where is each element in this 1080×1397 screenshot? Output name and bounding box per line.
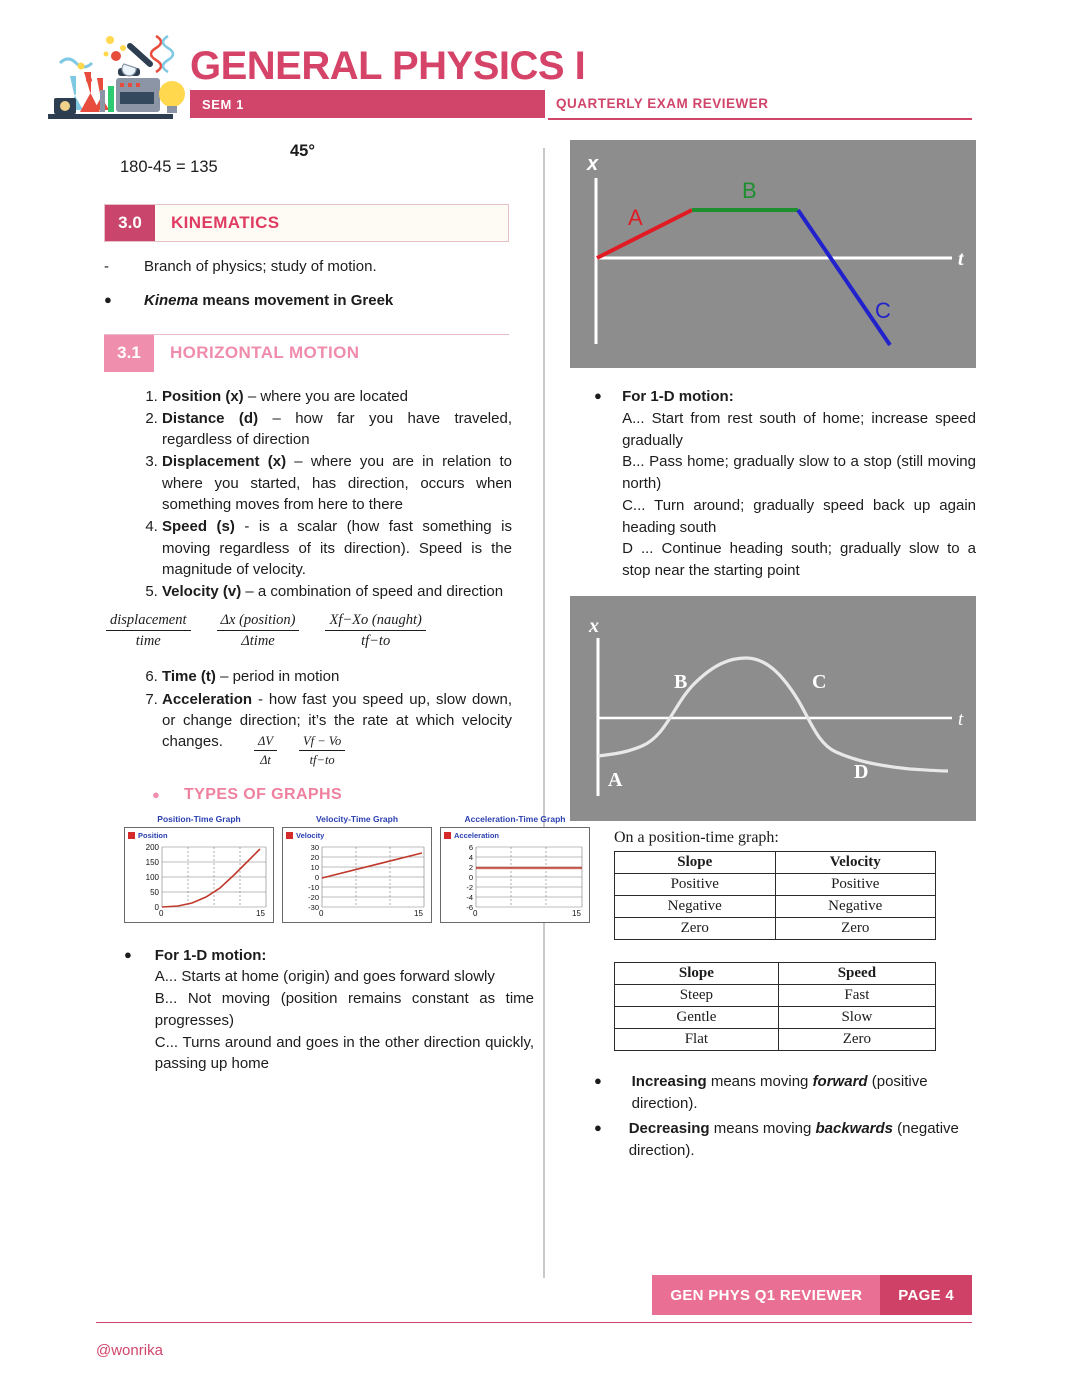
footer-reviewer-label: GEN PHYS Q1 REVIEWER: [652, 1275, 880, 1315]
svg-text:15: 15: [572, 908, 581, 917]
svg-text:x: x: [589, 614, 599, 637]
velocity-formula-row: [106, 612, 532, 650]
svg-text:30: 30: [310, 842, 319, 852]
kinema-rest: means movement in Greek: [198, 291, 394, 309]
list-item: [162, 516, 512, 580]
svg-text:D: D: [854, 760, 869, 783]
term-name: Time (t): [162, 668, 216, 686]
types-of-graphs-label: TYPES OF GRAPHS: [184, 785, 343, 803]
decreasing-term: Decreasing: [628, 1120, 710, 1138]
left-column: [62, 140, 581, 1075]
mini-chart-plot: [124, 827, 274, 923]
one-d-motion-right: [594, 386, 976, 582]
term-name: Position (x): [162, 387, 244, 405]
table-row: [615, 1028, 936, 1050]
term-def: – where you are in relation to where you started, has direction, occurs when something moves from here to there: [162, 453, 512, 513]
one-d-line: A... Starts at home (origin) and goes forward slowly: [154, 968, 495, 986]
semester-badge: [190, 90, 545, 118]
term-def: - how fast you speed up, slow down, or change direction; it’s the rate at which velocity changes.: [162, 690, 512, 751]
svg-text:C: C: [812, 670, 827, 693]
svg-text:-10: -10: [308, 882, 319, 892]
chart-position-time-piecewise: [570, 140, 976, 368]
fraction-denominator: Δt: [260, 752, 271, 767]
forward-term: forward: [812, 1072, 868, 1090]
types-of-graphs-heading: [152, 786, 532, 804]
svg-text:-20: -20: [308, 892, 319, 902]
table-cell: Positive: [615, 873, 776, 895]
fraction-numerator: displacement: [106, 612, 191, 631]
table-row: [615, 895, 936, 917]
term-def: – where you are located: [243, 387, 408, 405]
increasing-text-1: means moving: [706, 1072, 813, 1090]
kinematics-bullet-item: [104, 290, 532, 312]
page-header: [0, 0, 1080, 132]
mini-chart-plot: [282, 827, 432, 923]
angle-equation-superscript: 45°: [290, 142, 315, 160]
column-header: Velocity: [775, 851, 936, 873]
table-cell: Zero: [778, 1028, 935, 1050]
kinematics-dash-text: Branch of physics; study of motion.: [144, 258, 377, 275]
mini-chart-position-time: [124, 814, 274, 923]
fraction-denominator: tf−to: [361, 633, 391, 650]
term-name: Velocity (v): [162, 583, 242, 601]
legend-swatch-icon: [444, 832, 451, 839]
author-handle: @wonrika: [96, 1342, 163, 1359]
svg-text:A: A: [628, 205, 643, 230]
section-number: 3.0: [105, 205, 155, 241]
closing-bullet-decreasing: [594, 1118, 976, 1162]
table-cell: Zero: [615, 917, 776, 939]
page-title: GENERAL PHYSICS I: [190, 44, 586, 88]
fraction-denominator: time: [135, 633, 161, 650]
table-cell: Negative: [615, 895, 776, 917]
svg-text:C: C: [875, 298, 891, 323]
bullet-marker: ●: [104, 291, 112, 307]
dash-marker: -: [104, 258, 109, 275]
mini-chart-title: Position-Time Graph: [157, 813, 241, 824]
mini-chart-title: Velocity-Time Graph: [315, 813, 399, 824]
header-divider: [548, 118, 972, 120]
svg-text:t: t: [958, 708, 964, 730]
fraction-numerator: ΔV: [254, 734, 277, 751]
list-item: [162, 386, 512, 407]
svg-text:x: x: [587, 153, 599, 175]
fraction-numerator: Xf−Xo (naught): [325, 612, 425, 631]
quarter-label: QUARTERLY EXAM REVIEWER: [556, 96, 769, 111]
table-row: [615, 873, 936, 895]
fraction-vf-vo-tf-to: [299, 734, 345, 768]
table-row: [615, 917, 936, 939]
column-divider: [543, 148, 545, 1278]
footer-page-label: PAGE 4: [880, 1275, 972, 1315]
table-cell: Negative: [775, 895, 936, 917]
fraction-denominator: Δtime: [241, 633, 275, 650]
svg-text:-4: -4: [466, 892, 473, 902]
bullet-marker: ●: [594, 388, 602, 403]
kinematics-bullet-text: [144, 290, 393, 312]
legend-swatch-icon: [128, 832, 135, 839]
table-header-row: [615, 962, 936, 984]
legend-label: Acceleration: [454, 830, 500, 840]
footer-pill: [652, 1275, 972, 1315]
table-intro-text: On a position-time graph:: [614, 828, 779, 846]
svg-text:0: 0: [159, 908, 164, 917]
table-cell: Positive: [775, 873, 936, 895]
term-def: – how far you have traveled, regardless of direction: [162, 409, 512, 449]
one-d-heading: For 1-D motion:: [154, 946, 267, 964]
table-header-row: [615, 851, 936, 873]
decreasing-text-2: (negative direction).: [628, 1120, 959, 1159]
chart-position-time-smooth: [570, 596, 976, 821]
section-header-kinematics: [104, 204, 509, 242]
table-row: [615, 984, 936, 1006]
section-header-horizontal-motion: [104, 334, 509, 372]
closing-bullet-increasing: [594, 1071, 976, 1115]
bullet-marker: ●: [594, 1072, 602, 1088]
svg-text:50: 50: [150, 887, 159, 897]
table-slope-velocity: [614, 851, 936, 940]
legend-label: Position: [138, 830, 168, 840]
svg-text:2: 2: [468, 862, 473, 872]
term-name: Distance (d): [162, 409, 259, 427]
svg-text:t: t: [958, 248, 964, 270]
one-d-line: C... Turn around; gradually speed back up again heading south: [622, 496, 976, 536]
fraction-numerator: Δx (position): [217, 612, 300, 631]
section-title: KINEMATICS: [155, 205, 508, 241]
table-slope-speed: [614, 962, 936, 1051]
table-cell: Flat: [615, 1028, 779, 1050]
fraction-xf-xo-tf-to: [325, 612, 425, 650]
legend-swatch-icon: [286, 832, 293, 839]
kinema-italic: Kinema: [144, 291, 199, 309]
footer-divider: [96, 1322, 972, 1323]
backwards-term: backwards: [815, 1120, 894, 1138]
table-cell: Gentle: [615, 1006, 779, 1028]
svg-text:6: 6: [468, 842, 473, 852]
fraction-displacement-time: [106, 612, 191, 650]
one-d-line: D ... Continue heading south; gradually slow to a stop near the starting point: [622, 540, 976, 579]
svg-text:15: 15: [256, 908, 265, 917]
decreasing-text-1: means moving: [709, 1120, 816, 1138]
svg-text:0: 0: [468, 872, 473, 882]
one-d-motion-left: [124, 945, 534, 1076]
section-title: HORIZONTAL MOTION: [154, 335, 509, 372]
fraction-delta-v-delta-t: [254, 734, 277, 768]
fraction-denominator: tf−to: [309, 752, 335, 767]
svg-text:-2: -2: [466, 882, 473, 892]
svg-text:0: 0: [473, 908, 478, 917]
column-header: Speed: [778, 962, 935, 984]
term-def: - is a scalar (how fast something is moving regardless of its direction). Speed is the magnitude of velocity.: [162, 518, 512, 578]
term-name: Speed (s): [162, 518, 235, 536]
science-lab-illustration-icon: [48, 28, 198, 128]
one-d-line: A... Start from rest south of home; increase speed gradually: [622, 409, 976, 449]
svg-text:0: 0: [154, 902, 159, 912]
increasing-text-2: (positive direction).: [631, 1072, 928, 1112]
bullet-marker: ●: [152, 787, 160, 803]
svg-text:200: 200: [145, 842, 159, 852]
bullet-marker: ●: [124, 946, 132, 962]
increasing-term: Increasing: [631, 1072, 707, 1090]
one-d-heading: For 1-D motion:: [622, 388, 734, 405]
term-name: Displacement (x): [162, 453, 287, 471]
list-item: [162, 666, 512, 687]
mini-chart-acceleration-time: [440, 814, 590, 923]
svg-text:100: 100: [145, 872, 159, 882]
svg-text:B: B: [674, 670, 688, 693]
list-item: [162, 451, 512, 515]
list-item: [162, 408, 512, 451]
angle-equation: [62, 140, 532, 188]
table-cell: Steep: [615, 984, 779, 1006]
mini-chart-title: Acceleration-Time Graph: [464, 813, 566, 824]
one-d-line: B... Pass home; gradually slow to a stop (still moving north): [622, 453, 976, 492]
mini-graphs-row: [124, 813, 581, 923]
svg-text:A: A: [608, 768, 623, 791]
svg-text:0: 0: [314, 872, 319, 882]
semester-label: SEM 1: [202, 97, 245, 112]
svg-text:-6: -6: [466, 902, 473, 912]
svg-text:0: 0: [319, 908, 324, 917]
table-cell: Slow: [778, 1006, 935, 1028]
table-cell: Fast: [778, 984, 935, 1006]
column-header: Slope: [615, 962, 779, 984]
svg-text:15: 15: [414, 908, 423, 917]
mini-chart-plot: [440, 827, 590, 923]
section-number: 3.1: [104, 335, 154, 372]
column-header: Slope: [615, 851, 776, 873]
svg-text:150: 150: [145, 857, 159, 867]
bullet-marker: ●: [594, 1120, 602, 1136]
terms-list: [140, 386, 512, 603]
one-d-line: B... Not moving (position remains constant as time progresses): [154, 990, 534, 1029]
list-item: [162, 581, 512, 602]
svg-text:10: 10: [310, 862, 319, 872]
term-def: – a combination of speed and direction: [241, 583, 504, 601]
legend-label: Velocity: [296, 830, 325, 840]
svg-text:B: B: [742, 178, 757, 203]
right-column: [570, 140, 980, 1162]
fraction-numerator: Vf − Vo: [299, 734, 345, 751]
table-row: [615, 1006, 936, 1028]
svg-text:-30: -30: [308, 902, 319, 912]
svg-text:4: 4: [468, 852, 473, 862]
angle-equation-main: 180-45 = 135: [120, 158, 218, 176]
mini-chart-legend: [286, 831, 428, 840]
mini-chart-legend: [128, 831, 270, 840]
one-d-line: C... Turns around and goes in the other direction quickly, passing up home: [154, 1033, 534, 1073]
term-def: – period in motion: [215, 668, 340, 686]
svg-text:20: 20: [310, 852, 319, 862]
table-cell: Zero: [775, 917, 936, 939]
kinematics-dash-item: [104, 256, 532, 278]
mini-chart-velocity-time: [282, 814, 432, 923]
fraction-delta-x-delta-time: [217, 612, 300, 650]
mini-chart-legend: [444, 831, 586, 840]
acceleration-formula-row: [242, 734, 532, 768]
term-name: Acceleration: [162, 690, 253, 708]
table-gap: [570, 940, 980, 962]
